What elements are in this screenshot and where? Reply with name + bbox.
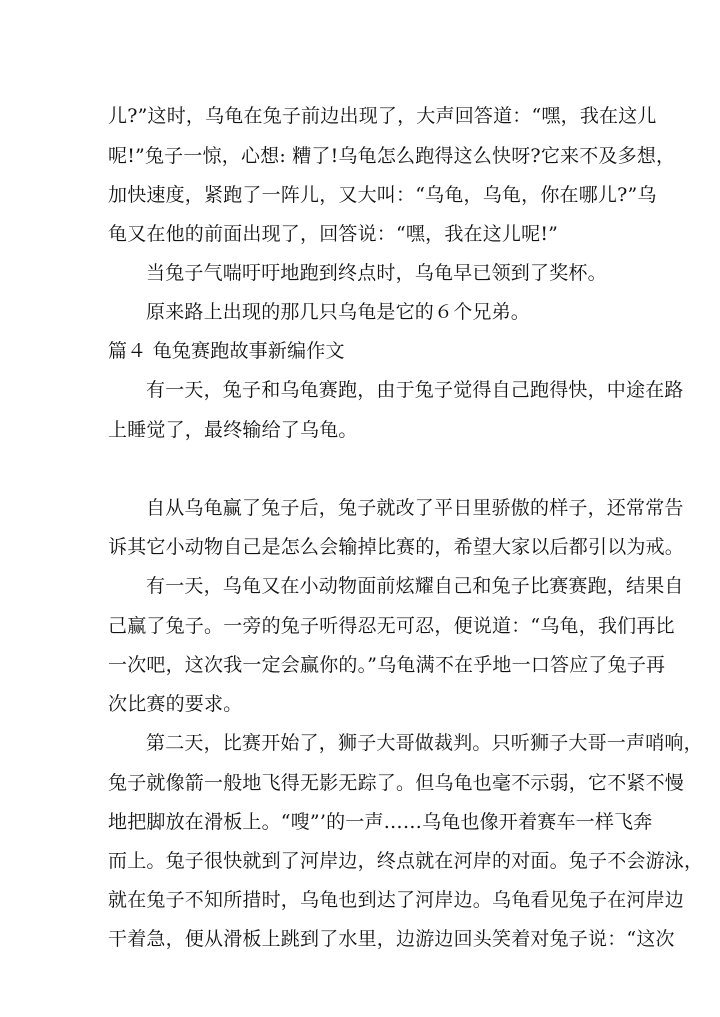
paragraph-2: 当兔子气喘吁吁地跑到终点时，乌龟早已领到了奖杯。 (146, 262, 607, 284)
paragraph-7-line-2: 兔子就像箭一般地飞得无影无踪了。但乌龟也毫不示弱，它不紧不慢 (108, 772, 685, 794)
paragraph-5-line-1: 自从乌龟赢了兔子后，兔子就改了平日里骄傲的样子，还常常告 (146, 497, 684, 519)
paragraph-1-line-1: 儿?”这时，乌龟在兔子前边出现了，大声回答道：“嘿，我在这儿 (108, 105, 657, 127)
paragraph-6-line-2: 己赢了兔子。一旁的兔子听得忍无可忍，便说道：“乌龟，我们再比 (108, 615, 675, 637)
paragraph-6-line-3: 一次吧，这次我一定会赢你的。”乌龟满不在乎地一口答应了兔子再 (108, 654, 666, 676)
paragraph-7-line-6: 干着急，便从滑板上跳到了水里，边游边回头笑着对兔子说：“这次 (108, 928, 675, 950)
paragraph-1-line-2: 呢!”兔子一惊，心想: 糟了!乌龟怎么跑得这么快呀?它来不及多想， (108, 145, 676, 167)
section-heading: 篇４ 龟兔赛跑故事新编作文 (108, 340, 345, 362)
paragraph-1-line-4: 龟又在他的前面出现了，回答说：“嘿，我在这儿呢!” (108, 223, 559, 245)
paragraph-4-line-1: 有一天，兔子和乌龟赛跑，由于兔子觉得自己跑得快，中途在路 (146, 379, 684, 401)
paragraph-7-line-1: 第二天，比赛开始了，狮子大哥做裁判。只听狮子大哥一声哨响， (146, 732, 703, 754)
paragraph-1-line-3: 加快速度，紧跑了一阵儿，又大叫：“乌龟，乌龟，你在哪儿?”乌 (108, 184, 657, 206)
paragraph-7-line-5: 就在兔子不知所措时，乌龟也到达了河岸边。乌龟看见兔子在河岸边 (108, 889, 685, 911)
paragraph-6-line-1: 有一天，乌龟又在小动物面前炫耀自己和兔子比赛赛跑，结果自 (146, 575, 684, 597)
paragraph-4-line-2: 上睡觉了，最终输给了乌龟。 (108, 419, 358, 441)
paragraph-7-line-3: 地把脚放在滑板上。“嗖”’的一声……乌龟也像开着赛车一样飞奔 (108, 811, 653, 833)
paragraph-6-line-4: 次比赛的要求。 (108, 693, 243, 715)
paragraph-7-line-4: 而上。兔子很快就到了河岸边，终点就在河岸的对面。兔子不会游泳， (108, 850, 704, 872)
paragraph-5-line-2: 诉其它小动物自己是怎么会输掉比赛的，希望大家以后都引以为戒。 (108, 536, 685, 558)
paragraph-3: 原来路上出现的那几只乌龟是它的６个兄弟。 (146, 301, 531, 323)
